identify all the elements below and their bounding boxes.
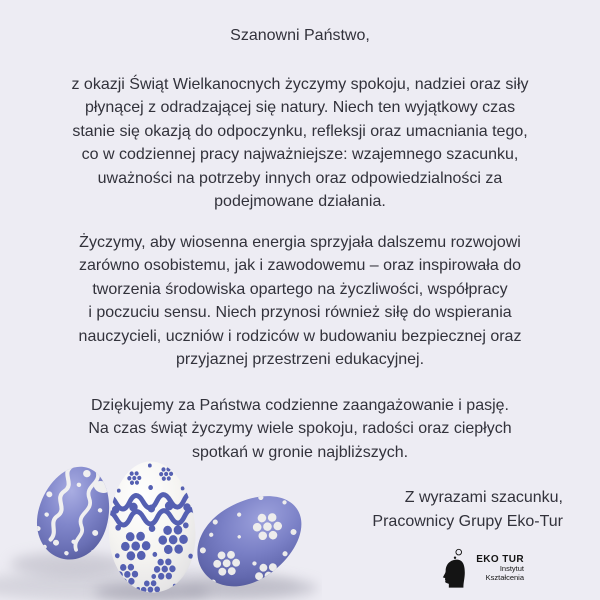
text-line: tworzenia środowiska opartego na życzliwości, współpracy	[92, 280, 508, 298]
text-line: płynącej z odradzającej się natury. Niech ten wyjątkowy czas	[84, 99, 516, 116]
text-line: Na czas świąt życzymy wiele spokoju, radości oraz ciepłych	[88, 420, 512, 437]
bubble-icon	[456, 549, 462, 555]
bubble-dot-icon	[454, 557, 456, 559]
text-line: Dziękujemy za Państwa codzienne zaangażowanie i pasję.	[90, 396, 509, 414]
text-line: co w codziennej pracy najważniejsze: wzajemnego szacunku,	[81, 146, 519, 163]
egg-left	[27, 458, 120, 568]
head-silhouette-icon	[441, 547, 469, 589]
text-line: przyjaznej przestrzeni edukacyjnej.	[175, 351, 425, 368]
easter-eggs-illustration	[0, 450, 322, 600]
paragraph-1	[0, 73, 600, 214]
paragraph-2	[0, 231, 600, 372]
text-line: spotkań w gronie najbliższych.	[191, 443, 409, 461]
text-line: zarówno osobistemu, jak i zawodowemu – oraz inspirowała do	[79, 257, 521, 274]
eko-tur-logo	[441, 547, 524, 589]
text-line: stanie się okazją do odpoczynku, refleksji oraz umacniania tego,	[72, 122, 528, 140]
logo-title: EKO TUR	[476, 554, 524, 565]
signature-line-2: Pracownicy Grupy Eko-Tur	[372, 512, 563, 530]
text-line: podejmowane działania.	[214, 193, 386, 210]
greeting-line: Szanowni Państwo,	[230, 27, 370, 44]
logo-subtitle-2: Kształcenia	[485, 572, 524, 582]
text-line: z okazji Świąt Wielkanocnych życzymy spokoju, nadziei oraz siły	[71, 75, 529, 93]
text-line: nauczycieli, uczniów i rodziców w budowaniu bezpiecznej oraz	[78, 327, 522, 345]
logo-text	[476, 554, 524, 582]
text-line: Życzymy, aby wiosenna energia sprzyjała dalszemu rozwojowi	[79, 233, 521, 251]
text-line: uważności na potrzeby innych oraz odpowiedzialności za	[97, 169, 503, 187]
logo-subtitle-1: Instytut	[499, 564, 524, 573]
text-line: i poczuciu sensu. Niech przynosi również siłę do wspierania	[88, 304, 512, 321]
signature-line-1: Z wyrazami szacunku,	[404, 489, 563, 506]
